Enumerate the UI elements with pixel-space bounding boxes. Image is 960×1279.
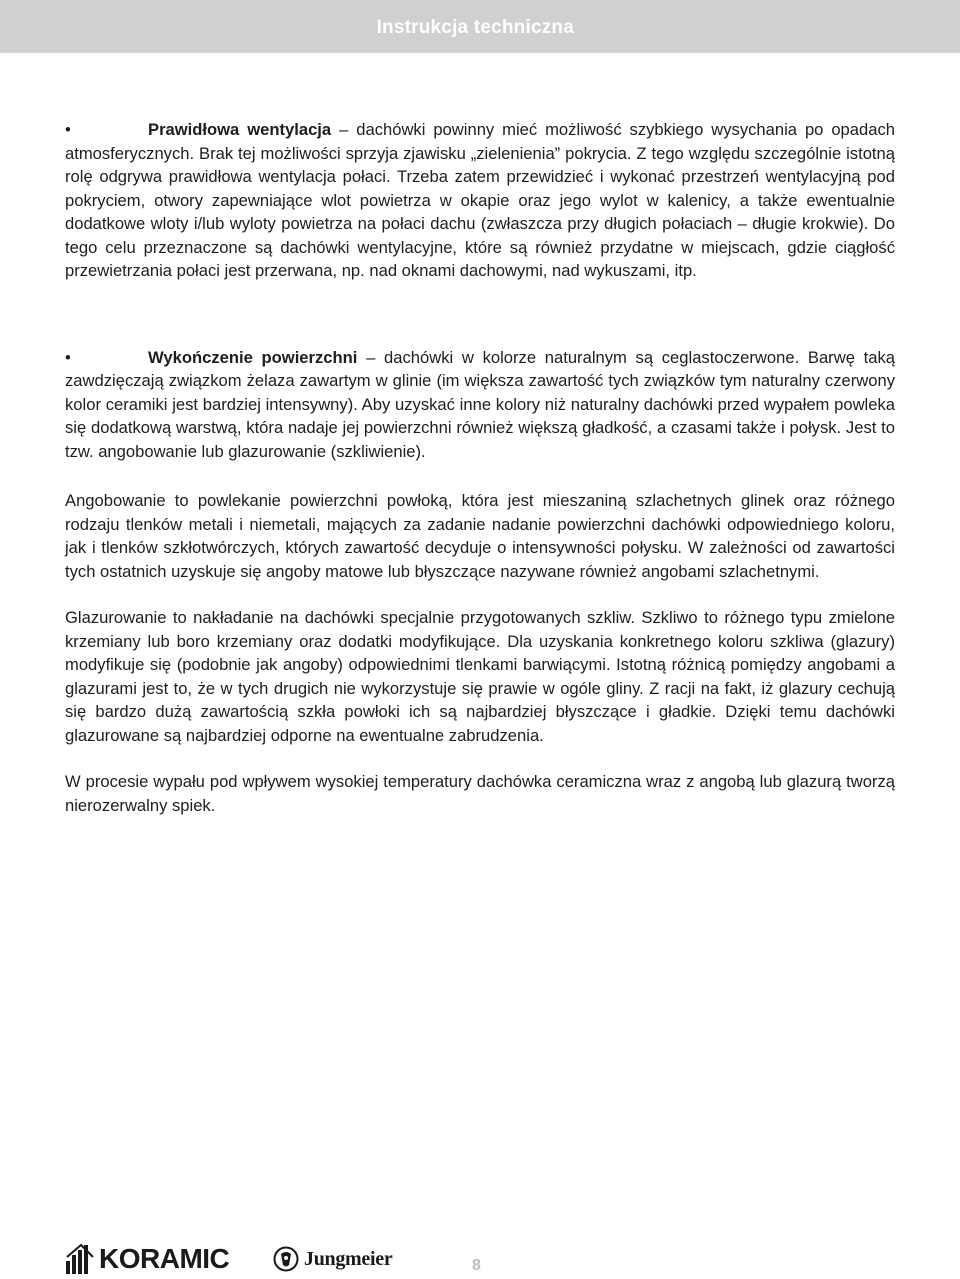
document-body — [65, 118, 895, 817]
header-title: Instrukcja techniczna — [376, 17, 574, 38]
paragraph-glazurowanie: Glazurowanie to nakładanie na dachówki specjalnie przygotowanych szkliw. Szkliwo to różnego typu zmielone krzemiany lub boro krzemiany oraz dodatki modyfikujące. Dla uzyskania konkretnego koloru szkliwa (glazury) modyfikuje się (podobnie jak angoby) odpowiednimi tlenkami barwiącymi. Istotną różnicą pomiędzy angobami a glazurami jest to, że w tych drugich nie wykorzystuje się prawie w ogóle gliny. Z racji na fakt, iż glazury cechują się bardzo dużą zawartością szkła powłoki ich są najbardziej błyszczące i gładkie. Dzięki temu dachówki glazurowane są najbardziej odporne na ewentualne zabrudzenia. — [65, 608, 895, 745]
paragraph-wypal: W procesie wypału pod wpływem wysokiej temperatury dachówka ceramiczna wraz z angobą lub glazurą tworzą nierozerwalny spiek. — [65, 772, 895, 815]
section-ventilation-heading: Prawidłowa wentylacja — [148, 120, 332, 139]
section-surface-finish-heading: Wykończenie powierzchni — [148, 347, 358, 367]
section-surface-finish — [65, 346, 895, 464]
bullet: • — [65, 347, 71, 367]
footer-logos — [65, 1243, 495, 1279]
paragraph-angobowanie: Angobowanie to powlekanie powierzchni powłoką, która jest mieszaniną szlachetnych glinek oraz różnego rodzaju tlenków metali i niemetali, mających za zadanie nadanie powierzchni dachówki odpowiedniego koloru, jak i tlenków szkłotwórczych, których zawartość decyduje o intensywności połysku. W zależności od zawartości tych ostatnich uzyskuje się angoby matowe lub błyszczące nazywane również angobami szlachetnymi. — [65, 491, 895, 581]
koramic-logo — [65, 1243, 229, 1275]
section-ventilation-text — [65, 118, 895, 283]
page-number: 8 — [472, 1257, 481, 1274]
section-surface-finish-body: – dachówki w kolorze naturalnym są ceglastoczerwone. Barwę taką zawdzięczają związkom żelaza zawartym w glinie (im większa zawartość tych związków tym naturalny czerwony kolor ceramiki jest bardziej intensywny). Aby uzyskać inne kolory niż naturalny dachówki przed wypałem powleka się dodatkową warstwą, która nadaje jej powierzchni również większą gładkość, a czasami także i połysk. Jest to tzw. angobowanie lub glazurowanie (szkliwienie). — [65, 347, 895, 461]
jungmeier-emblem-icon — [273, 1246, 299, 1272]
koramic-wordmark: KORAMIC — [99, 1243, 230, 1274]
bullet: • — [65, 120, 71, 139]
jungmeier-wordmark: Jungmeier — [304, 1247, 393, 1270]
section-ventilation — [65, 118, 895, 283]
section-surface-finish-text — [65, 346, 895, 464]
koramic-mark-icon — [65, 1243, 95, 1275]
header-bar — [0, 0, 960, 53]
jungmeier-logo — [273, 1246, 392, 1272]
section-ventilation-body: – dachówki powinny mieć możliwość szybkiego wysychania po opadach atmosferycznych. Brak tej możliwości sprzyja zjawisku „zielenienia” pokrycia. Z tego względu szczególnie istotną rolę odgrywa prawidłowa wentylacja połaci. Trzeba zatem przewidzieć i wykonać przestrzeń wentylacyjną pod pokryciem, otwory zapewniające wlot powietrza w okapie oraz jego wylot w kalenicy, a także ewentualnie dodatkowe wloty i/lub wyloty powietrza na połaci dachu (zwłaszcza przy długich połaciach – długie krokwie). Do tego celu przeznaczone są dachówki wentylacyjne, które są również przydatne w miejscach, gdzie ciągłość przewietrzania połaci jest przerwana, np. nad oknami dachowymi, nad wykuszami, itp. — [65, 120, 895, 280]
